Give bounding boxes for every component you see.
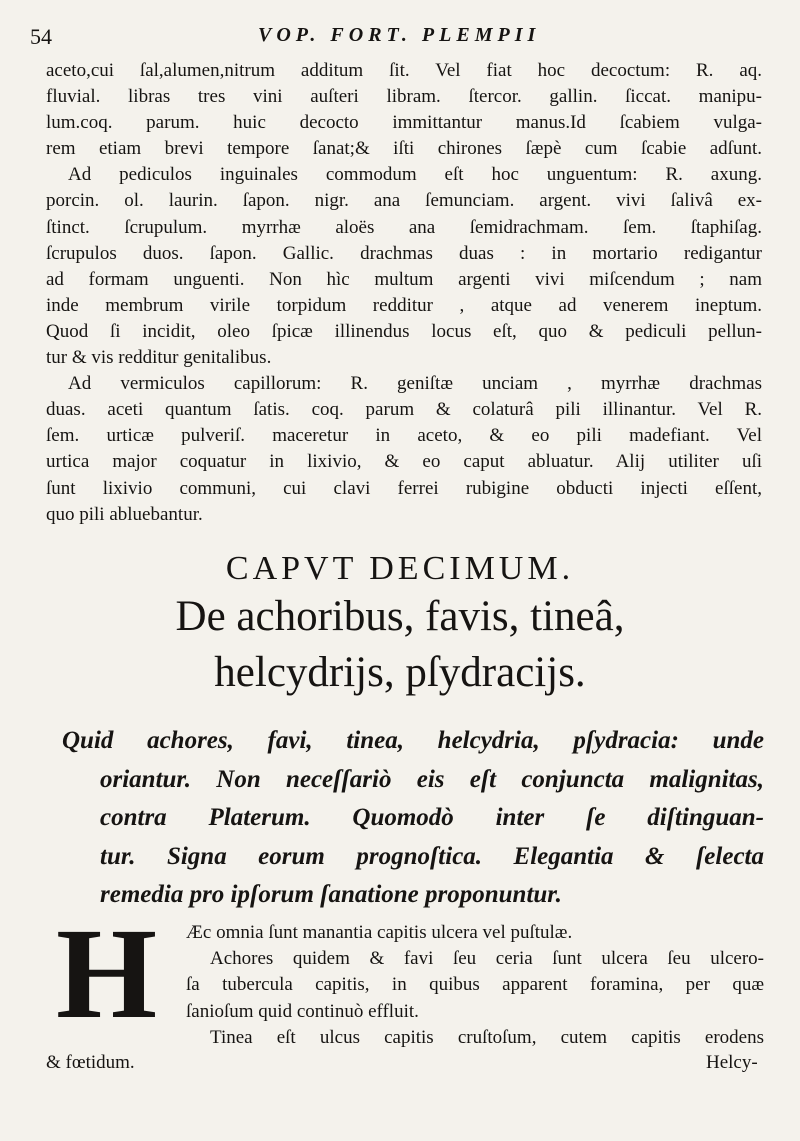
body-line: Quod ſi incidit, oleo ſpicæ illinendus locus eſt, quo & pediculi pellun- (46, 320, 762, 342)
body-line: rem etiam brevi tempore ſanat;& iſti chirones ſæpè cum ſcabie adſunt. (46, 138, 762, 160)
drop-cap: H (56, 902, 158, 1046)
opening-paragraph (186, 920, 764, 1051)
summary-line: tur. Signa eorum prognoſtica. Elegantia & ſelecta (100, 842, 764, 870)
body-line: Ad pediculos inguinales commodum eſt hoc unguentum: R. axung. (68, 164, 762, 186)
body-line: ad formam unguenti. Non hìc multum argenti vivi miſcendum ; nam (46, 268, 762, 290)
chapter-number: CAPVT DECIMUM. (225, 550, 575, 587)
body-line: urtica major coquatur in lixivio, & eo caput abluatur. Alij utiliter uſi (46, 451, 762, 473)
summary-line: remedia pro ipſorum ſanatione proponuntur. (100, 881, 562, 908)
body-line: quo pili abluebantur. (46, 503, 203, 525)
opening-line: Tinea eſt ulcus capitis cruſtoſum, cutem capitis erodens (210, 1026, 764, 1048)
catchword: Helcy- (706, 1052, 758, 1073)
body-line: fluvial. libras tres vini auſteri libram. ſtercor. gallin. ſiccat. manipu- (46, 86, 762, 108)
body-line: ſcrupulos duos. ſapon. Gallic. drachmas duas : in mortario redigantur (46, 242, 762, 264)
running-header (30, 22, 770, 50)
body-line: ſem. urticæ pulveriſ. maceretur in aceto, & eo pili madefiant. Vel (46, 425, 762, 447)
body-line: ſunt lixivio communi, cui clavi ferrei rubigine obducti injecti eſſent, (46, 477, 762, 499)
chapter-title-line-2: helcydrijs, pſydracijs. (214, 649, 586, 696)
body-line: duas. aceti quantum ſatis. coq. parum & colaturâ pili illinantur. Vel R. (46, 399, 762, 421)
summary-line: oriantur. Non neceſſariò eis eſt conjuncta malignitas, (100, 765, 764, 793)
opening-line: ſanioſum quid continuò effluit. (186, 1000, 419, 1022)
body-line: inde membrum virile torpidum redditur , atque ad venerem ineptum. (46, 294, 762, 316)
final-line-block (46, 1050, 762, 1076)
body-text (46, 58, 762, 528)
body-line: Ad vermiculos capillorum: R. geniſtæ unciam , myrrhæ drachmas (68, 373, 762, 395)
opening-line: ſa tubercula capitis, in quibus apparent foramina, per quæ (186, 974, 764, 996)
chapter-title-line-1: De achoribus, favis, tineâ, (175, 593, 625, 640)
summary-line: Quid achores, favi, tinea, helcydria, pſydracia: unde (62, 727, 764, 754)
body-line: tur & vis redditur genitalibus. (46, 347, 272, 369)
chapter-summary (62, 722, 764, 915)
body-line: porcin. ol. laurin. ſapon. nigr. ana ſemunciam. argent. vivi ſalivâ ex- (46, 190, 762, 212)
opening-line: Achores quidem & favi ſeu ceria ſunt ulcera ſeu ulcero- (210, 948, 764, 970)
body-line: lum.coq. parum. huic decocto immittantur manus.Id ſcabiem vulga- (46, 112, 762, 134)
running-title: VOP. FORT. PLEMPII (258, 24, 541, 46)
summary-line: contra Platerum. Quomodò inter ſe diſtinguan- (100, 804, 764, 831)
body-line: aceto,cui ſal,alumen,nitrum additum ſit. Vel fiat hoc decoctum: R. aq. (46, 60, 762, 81)
body-line: ſtinct. ſcrupulum. myrrhæ aloës ana ſemidrachmam. ſem. ſtaphiſag. (46, 216, 762, 238)
page-number: 54 (30, 24, 52, 49)
opening-line: Æc omnia ſunt manantia capitis ulcera vel puſtulæ. (186, 922, 573, 943)
final-line: & fœtidum. (46, 1052, 135, 1073)
